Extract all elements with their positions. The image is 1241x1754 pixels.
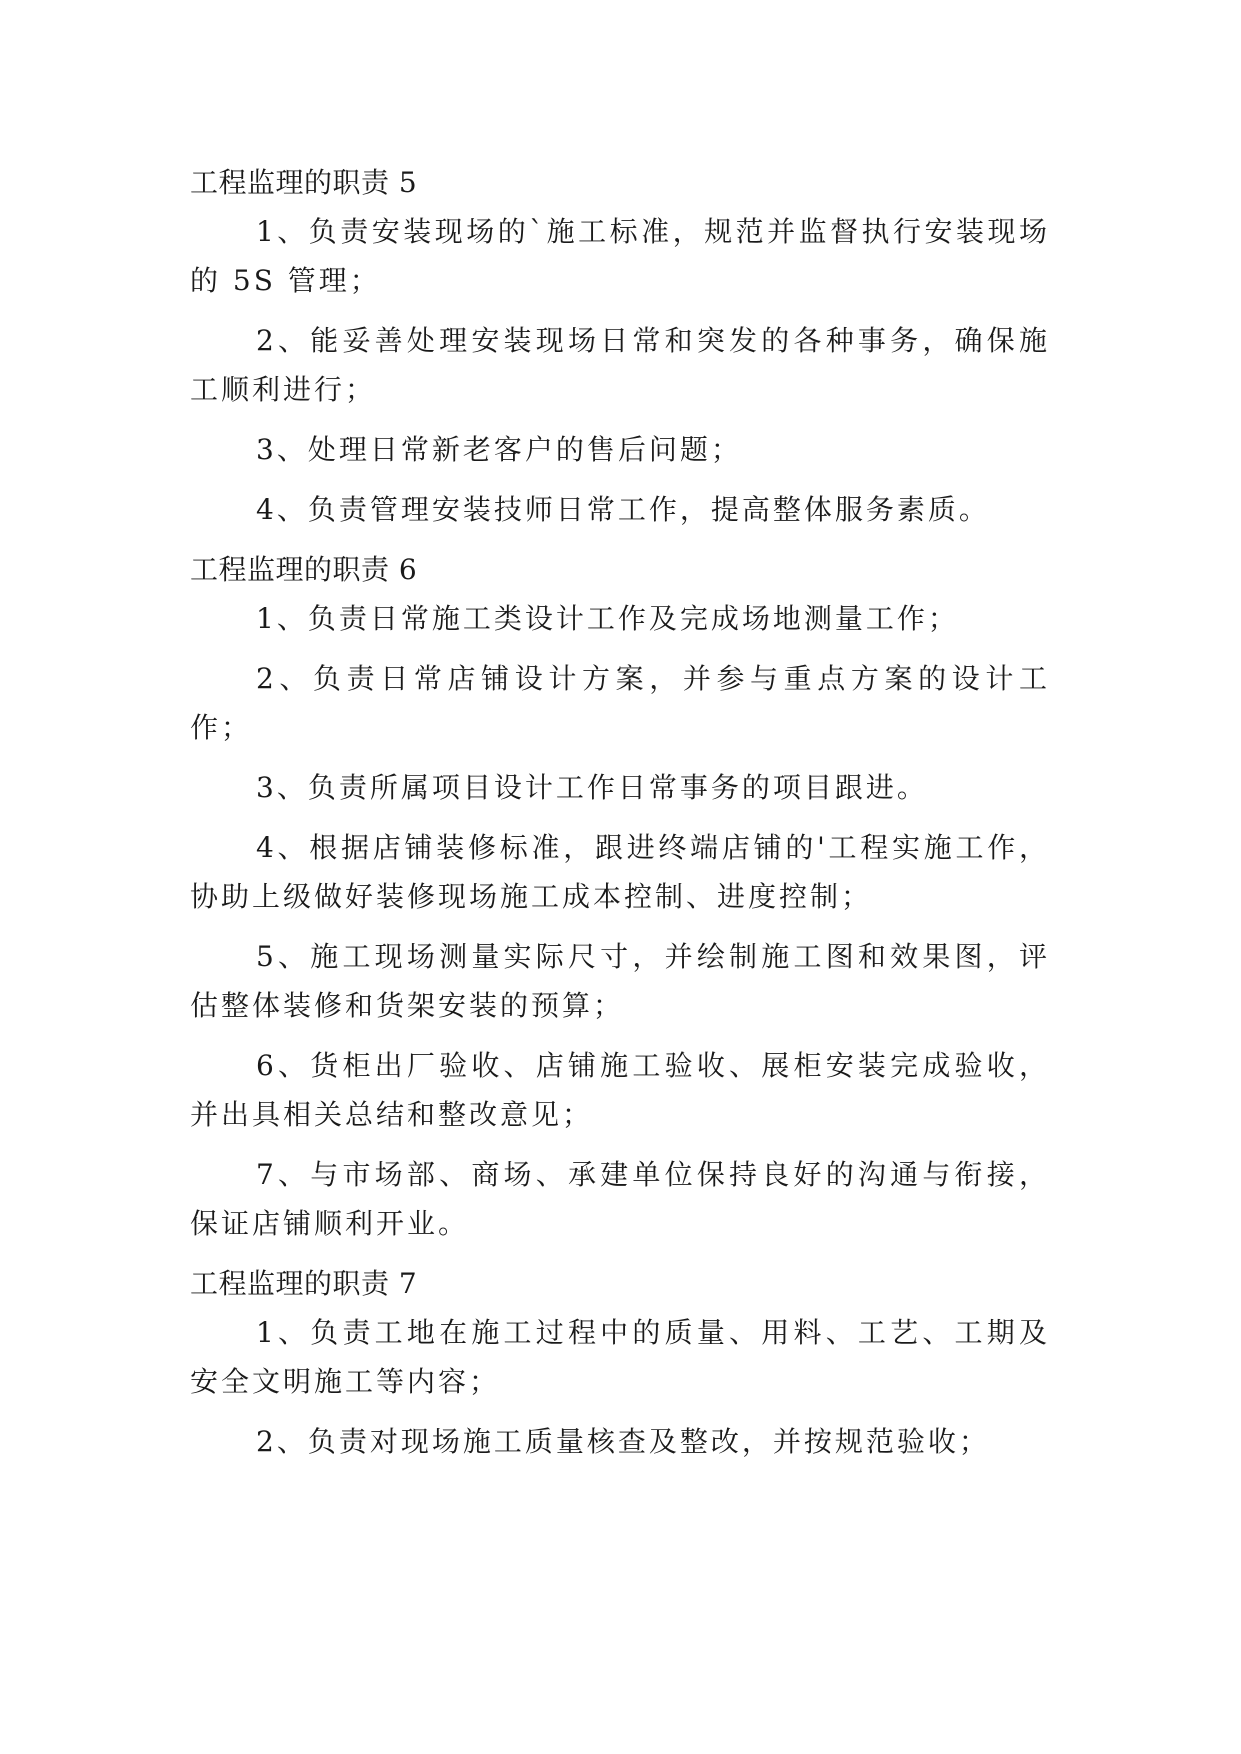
list-item: 1、负责安装现场的`施工标准，规范并监督执行安装现场的 5S 管理；: [190, 215, 1050, 297]
list-item: 3、负责所属项目设计工作日常事务的项目跟进。: [256, 771, 928, 804]
list-item: 1、负责工地在施工过程中的质量、用料、工艺、工期及安全文明施工等内容；: [190, 1316, 1050, 1398]
list-item: 2、负责日常店铺设计方案，并参与重点方案的设计工作；: [190, 662, 1050, 744]
list-item: 2、负责对现场施工质量核查及整改，并按规范验收；: [256, 1425, 990, 1458]
section-heading: 工程监理的职责 7: [190, 1267, 418, 1300]
list-item: 3、处理日常新老客户的售后问题；: [256, 433, 742, 466]
section-duties-7: [190, 1259, 1050, 1466]
list-item: 7、与市场部、商场、承建单位保持良好的沟通与衔接，保证店铺顺利开业。: [190, 1158, 1050, 1240]
list-item: 6、货柜出厂验收、店铺施工验收、展柜安装完成验收，并出具相关总结和整改意见；: [190, 1049, 1050, 1131]
list-item: 4、负责管理安装技师日常工作，提高整体服务素质。: [256, 493, 990, 526]
list-item: 1、负责日常施工类设计工作及完成场地测量工作；: [256, 602, 959, 635]
list-item: 4、根据店铺装修标准，跟进终端店铺的'工程实施工作，协助上级做好装修现场施工成本控制、进度控制；: [190, 831, 1050, 913]
document-body: [190, 158, 1050, 1477]
list-item: 5、施工现场测量实际尺寸，并绘制施工图和效果图，评估整体装修和货架安装的预算；: [190, 940, 1050, 1022]
list-item: 2、能妥善处理安装现场日常和突发的各种事务，确保施工顺利进行；: [190, 324, 1050, 406]
section-heading: 工程监理的职责 5: [190, 166, 418, 199]
section-duties-6: [190, 545, 1050, 1248]
section-duties-5: [190, 158, 1050, 534]
section-heading: 工程监理的职责 6: [190, 553, 418, 586]
